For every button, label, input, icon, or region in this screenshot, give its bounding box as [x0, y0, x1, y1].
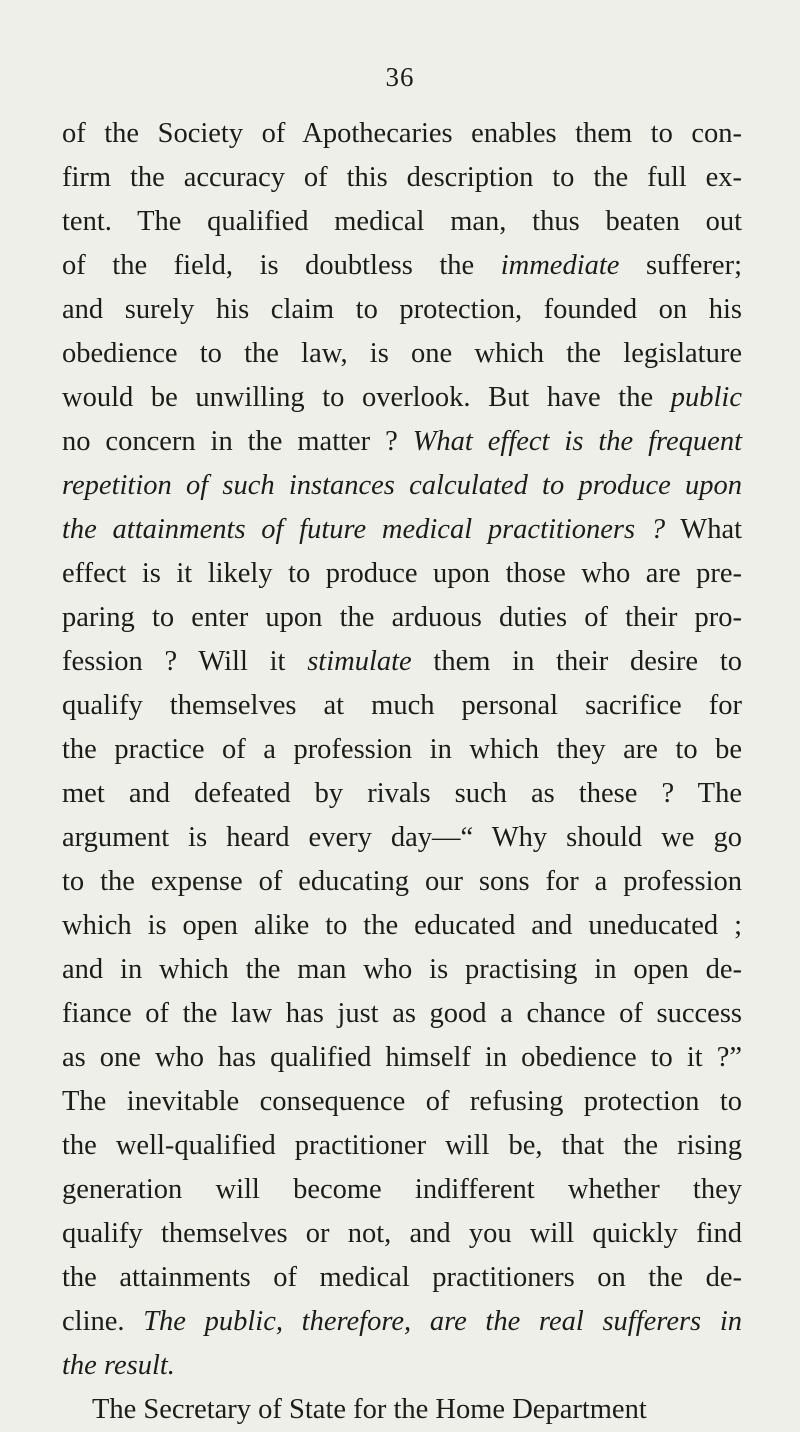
- text-line: [62, 948, 742, 992]
- text-segment: them in their desire to: [411, 646, 742, 677]
- text-line: [62, 200, 742, 244]
- text-segment: to the expense of educating our sons for a profession: [62, 866, 742, 897]
- text-segment: qualify themselves at much personal sacrifice for: [62, 690, 742, 721]
- text-line: [62, 904, 742, 948]
- text-line: [62, 420, 742, 464]
- italic-text: What effect is the frequent: [412, 426, 743, 457]
- italic-text: public: [670, 382, 742, 413]
- italic-text: repetition of such instances calculated to produce upon: [62, 470, 742, 501]
- text-segment: paring to enter upon the arduous duties of their pro-: [62, 602, 742, 633]
- italic-text: the attainments of future medical practitioners ?: [62, 514, 666, 545]
- text-line: [62, 552, 742, 596]
- text-segment: generation will become indifferent whether they: [62, 1174, 742, 1205]
- text-line: [62, 1388, 742, 1432]
- text-segment: would be unwilling to overlook. But have the: [62, 382, 671, 413]
- text-line: [62, 156, 742, 200]
- text-segment: tent. The qualified medical man, thus beaten out: [62, 206, 742, 237]
- text-line: [62, 596, 742, 640]
- text-line: [62, 1036, 742, 1080]
- text-segment: and in which the man who is practising in open de-: [62, 954, 742, 985]
- text-segment: effect is it likely to produce upon those who are pre-: [62, 558, 742, 589]
- text-line: [62, 728, 742, 772]
- text-segment: firm the accuracy of this description to the full ex-: [62, 162, 742, 193]
- text-segment: cline.: [62, 1306, 144, 1337]
- italic-text: immediate: [500, 250, 620, 281]
- text-line: [62, 332, 742, 376]
- text-line: [62, 112, 742, 156]
- text-segment: and surely his claim to protection, founded on his: [62, 294, 742, 325]
- text-line: [62, 816, 742, 860]
- text-line: [62, 1300, 742, 1344]
- text-segment: of the Society of Apothecaries enables them to con-: [62, 118, 742, 149]
- text-line: [62, 1344, 742, 1388]
- text-segment: qualify themselves or not, and you will quickly find: [62, 1218, 742, 1249]
- text-line: [62, 288, 742, 332]
- text-segment: argument is heard every day—“ Why should we go: [62, 822, 742, 853]
- text-line: [62, 1080, 742, 1124]
- text-segment: met and defeated by rivals such as these ? The: [62, 778, 742, 809]
- body-text: [62, 112, 742, 1432]
- text-segment: the attainments of medical practitioners on the de-: [62, 1262, 742, 1293]
- italic-text: The public, therefore, are the real sufferers in: [143, 1306, 742, 1337]
- italic-text: the result.: [62, 1350, 175, 1381]
- text-segment: fiance of the law has just as good a chance of success: [62, 998, 742, 1029]
- text-segment: sufferer;: [619, 250, 742, 281]
- text-segment: which is open alike to the educated and uneducated ;: [62, 910, 742, 941]
- text-line: [62, 684, 742, 728]
- text-segment: of the field, is doubtless the: [62, 250, 501, 281]
- text-segment: no concern in the matter ?: [62, 426, 413, 457]
- text-segment: obedience to the law, is one which the legislature: [62, 338, 742, 369]
- text-line: [62, 1212, 742, 1256]
- text-line: [62, 640, 742, 684]
- text-segment: the well-qualified practitioner will be, that the rising: [62, 1130, 742, 1161]
- text-segment: as one who has qualified himself in obedience to it ?”: [62, 1042, 742, 1073]
- text-segment: the practice of a profession in which they are to be: [62, 734, 742, 765]
- text-line: [62, 860, 742, 904]
- text-segment: fession ? Will it: [62, 646, 308, 677]
- text-line: [62, 244, 742, 288]
- text-line: [62, 464, 742, 508]
- text-segment: The inevitable consequence of refusing protection to: [62, 1086, 742, 1117]
- text-line: [62, 772, 742, 816]
- text-line: [62, 1124, 742, 1168]
- text-line: [62, 376, 742, 420]
- text-line: [62, 1256, 742, 1300]
- italic-text: stimulate: [307, 646, 412, 677]
- text-line: [62, 1168, 742, 1212]
- text-line: [62, 508, 742, 552]
- text-segment: What: [665, 514, 743, 545]
- page-number: 36: [385, 62, 415, 92]
- text-line: [62, 992, 742, 1036]
- text-segment: The Secretary of State for the Home Department: [92, 1394, 647, 1425]
